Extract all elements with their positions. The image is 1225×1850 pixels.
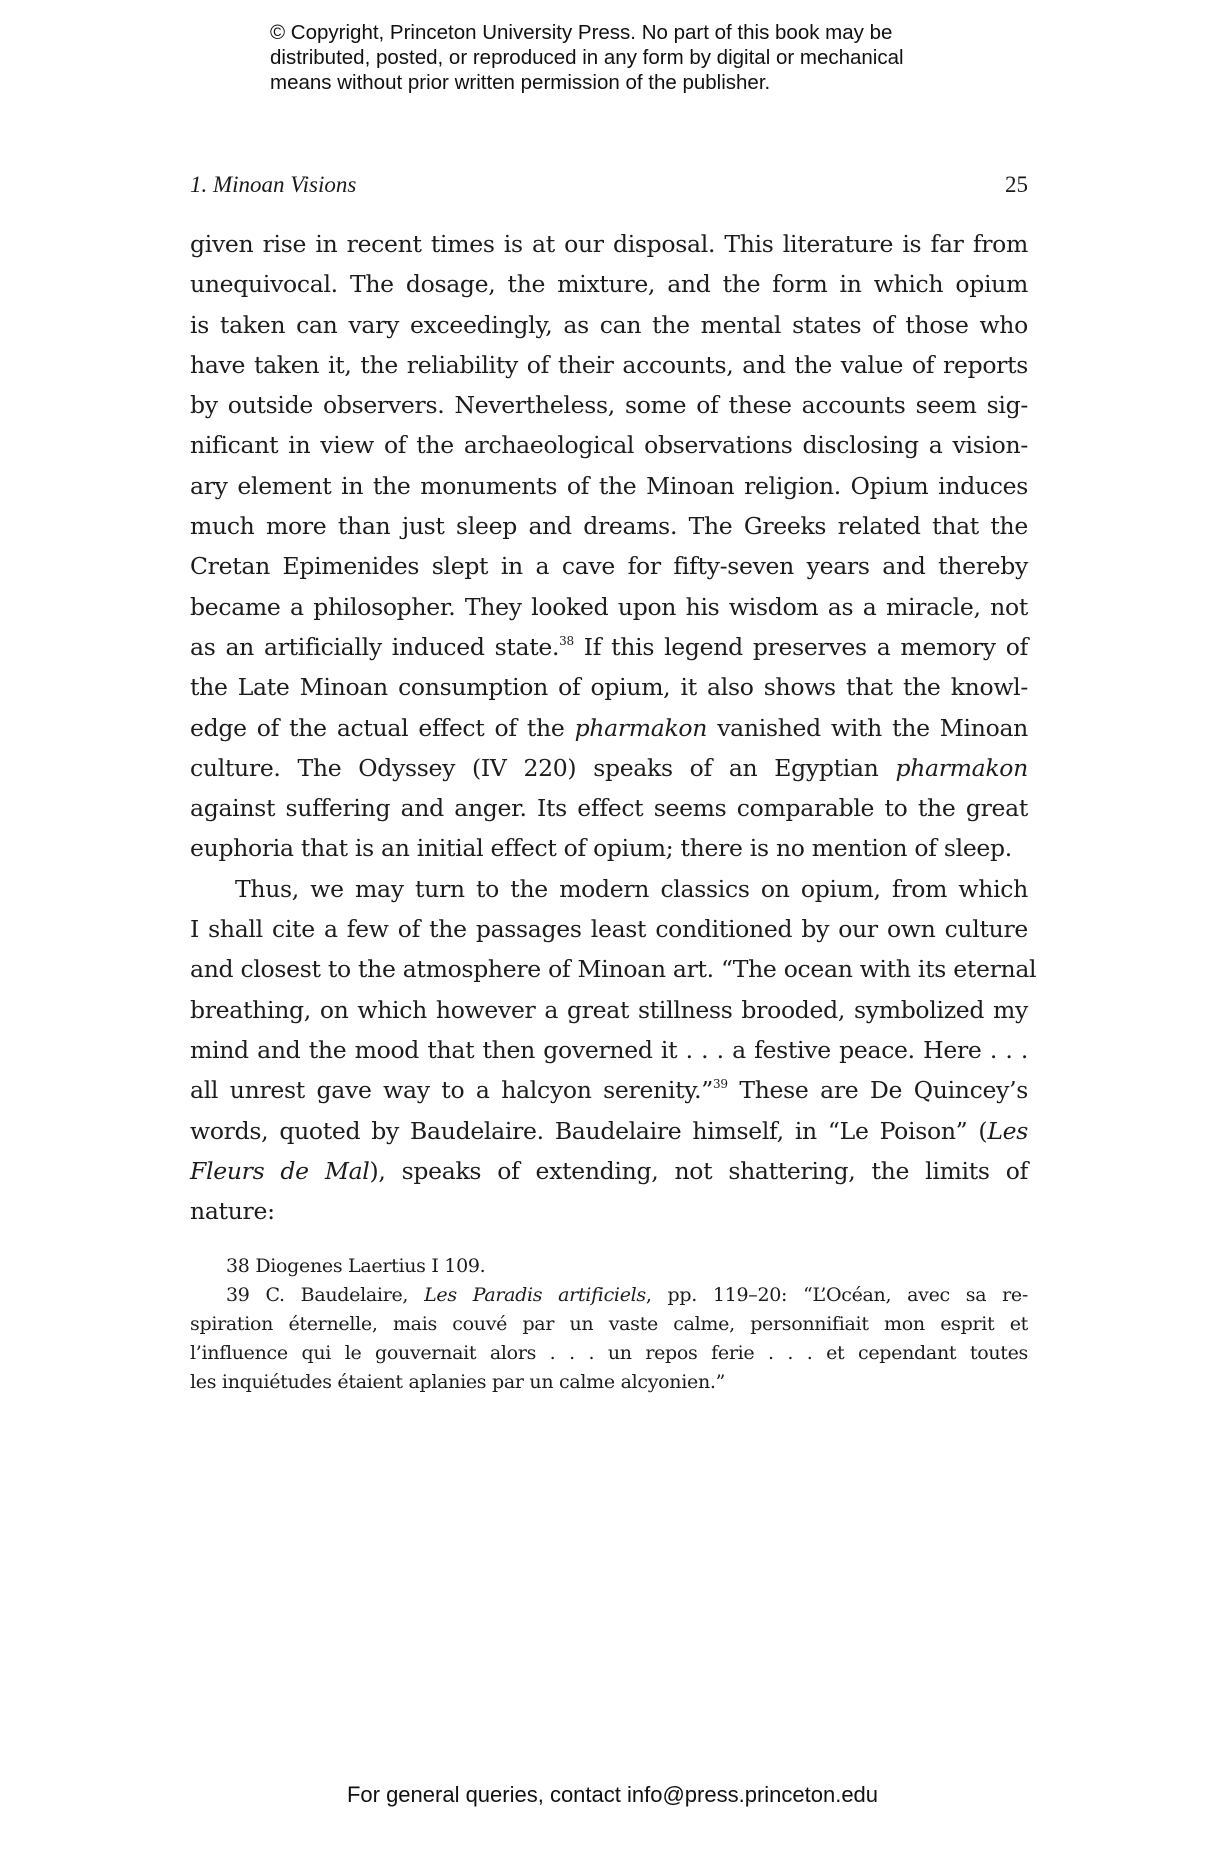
text-line: became a philosopher. They looked upon his wisdom as a miracle, not <box>190 592 1028 621</box>
text-line <box>190 708 1028 748</box>
text-run: all unrest gave way to a halcyon serenity.” <box>190 1076 714 1105</box>
footnote-line: spiration éternelle, mais couvé par un vaste calme, personnifiait mon esprit et <box>190 1313 1028 1335</box>
text-run: 39 C. Baudelaire, <box>226 1284 425 1306</box>
footnote-ref-38[interactable]: 38 <box>559 633 574 648</box>
footer-contact: For general queries, contact info@press.princeton.edu <box>346 1782 879 1807</box>
chapter-title: 1. Minoan Visions <box>190 172 357 197</box>
italic-title: Les Paradis artificiels <box>424 1284 646 1306</box>
text-run: These are De Quincey’s <box>727 1076 1029 1105</box>
text-line: mind and the mood that then governed it . . . a festive peace. Here . . . <box>190 1035 1028 1064</box>
text-line <box>190 627 1028 667</box>
text-line: is taken can vary exceedingly, as can the mental states of those who <box>190 310 1028 339</box>
text-line: ary element in the monuments of the Minoan religion. Opium induces <box>190 471 1028 500</box>
copyright-line: © Copyright, Princeton University Press. No part of this book may be <box>270 21 893 44</box>
copyright-notice <box>270 20 990 95</box>
body-text <box>190 224 1037 1231</box>
text-line <box>190 1070 1028 1110</box>
italic-title: Les <box>987 1116 1028 1145</box>
text-run: culture. The Odyssey (IV 220) speaks of an Egyptian <box>190 753 896 782</box>
italic-title: Fleurs de Mal <box>190 1156 370 1185</box>
page-number: 25 <box>1005 172 1028 197</box>
text-line: much more than just sleep and dreams. The Greeks related that the <box>190 512 1028 541</box>
text-line: against suffering and anger. Its effect seems comparable to the great <box>190 794 1028 823</box>
footnotes <box>190 1252 1028 1397</box>
text-run: , pp. 119–20: “L’Océan, avec sa re- <box>645 1284 1028 1306</box>
footnote-39 <box>190 1281 1028 1310</box>
italic-term: pharmakon <box>574 713 708 742</box>
text-line: Thus, we may turn to the modern classics on opium, from which <box>235 874 1028 903</box>
text-line: the Late Minoan consumption of opium, it also shows that the knowl- <box>190 673 1028 702</box>
text-run: edge of the actual effect of the <box>190 713 575 742</box>
italic-term: pharmakon <box>895 753 1028 782</box>
text-line: have taken it, the reliability of their accounts, and the value of reports <box>190 350 1028 379</box>
text-run: vanished with the Minoan <box>707 713 1028 742</box>
text-line: breathing, on which however a great stillness brooded, symbolized my <box>190 995 1028 1024</box>
copyright-line: means without prior written permission of the publisher. <box>270 71 771 94</box>
text-line: given rise in recent times is at our disposal. This literature is far from <box>190 230 1028 258</box>
text-line: and closest to the atmosphere of Minoan art. “The ocean with its eternal <box>190 955 1037 984</box>
text-line: euphoria that is an initial effect of opium; there is no mention of sleep. <box>190 834 1012 863</box>
text-line: nificant in view of the archaeological observations disclosing a vision- <box>190 431 1028 460</box>
text-line: Cretan Epimenides slept in a cave for fifty-seven years and thereby <box>190 552 1028 581</box>
running-head <box>190 172 1028 206</box>
text-line <box>190 1111 1028 1151</box>
text-run: ), speaks of extending, not shattering, the limits of <box>369 1156 1028 1185</box>
text-line: nature: <box>190 1197 275 1226</box>
text-run: If this legend preserves a memory of <box>573 632 1028 661</box>
text-line: I shall cite a few of the passages least conditioned by our own culture <box>190 915 1028 944</box>
footnote-38: 38 Diogenes Laertius I 109. <box>226 1255 486 1277</box>
text-run: words, quoted by Baudelaire. Baudelaire himself, in “Le Poison” ( <box>190 1116 988 1145</box>
text-run: as an artificially induced state. <box>190 632 560 661</box>
copyright-line: distributed, posted, or reproduced in any form by digital or mechanical <box>270 46 904 69</box>
footnote-line: l’influence qui le gouvernait alors . . . un repos ferie . . . et cependant toutes <box>190 1342 1028 1364</box>
footnote-line: les inquiétudes étaient aplanies par un calme alcyonien.” <box>190 1371 726 1393</box>
text-line: by outside observers. Nevertheless, some of these accounts seem sig- <box>190 391 1028 420</box>
text-line <box>190 1151 1028 1191</box>
text-line <box>190 748 1028 788</box>
footnote-ref-39[interactable]: 39 <box>713 1077 728 1092</box>
text-line: unequivocal. The dosage, the mixture, and the form in which opium <box>190 270 1028 299</box>
